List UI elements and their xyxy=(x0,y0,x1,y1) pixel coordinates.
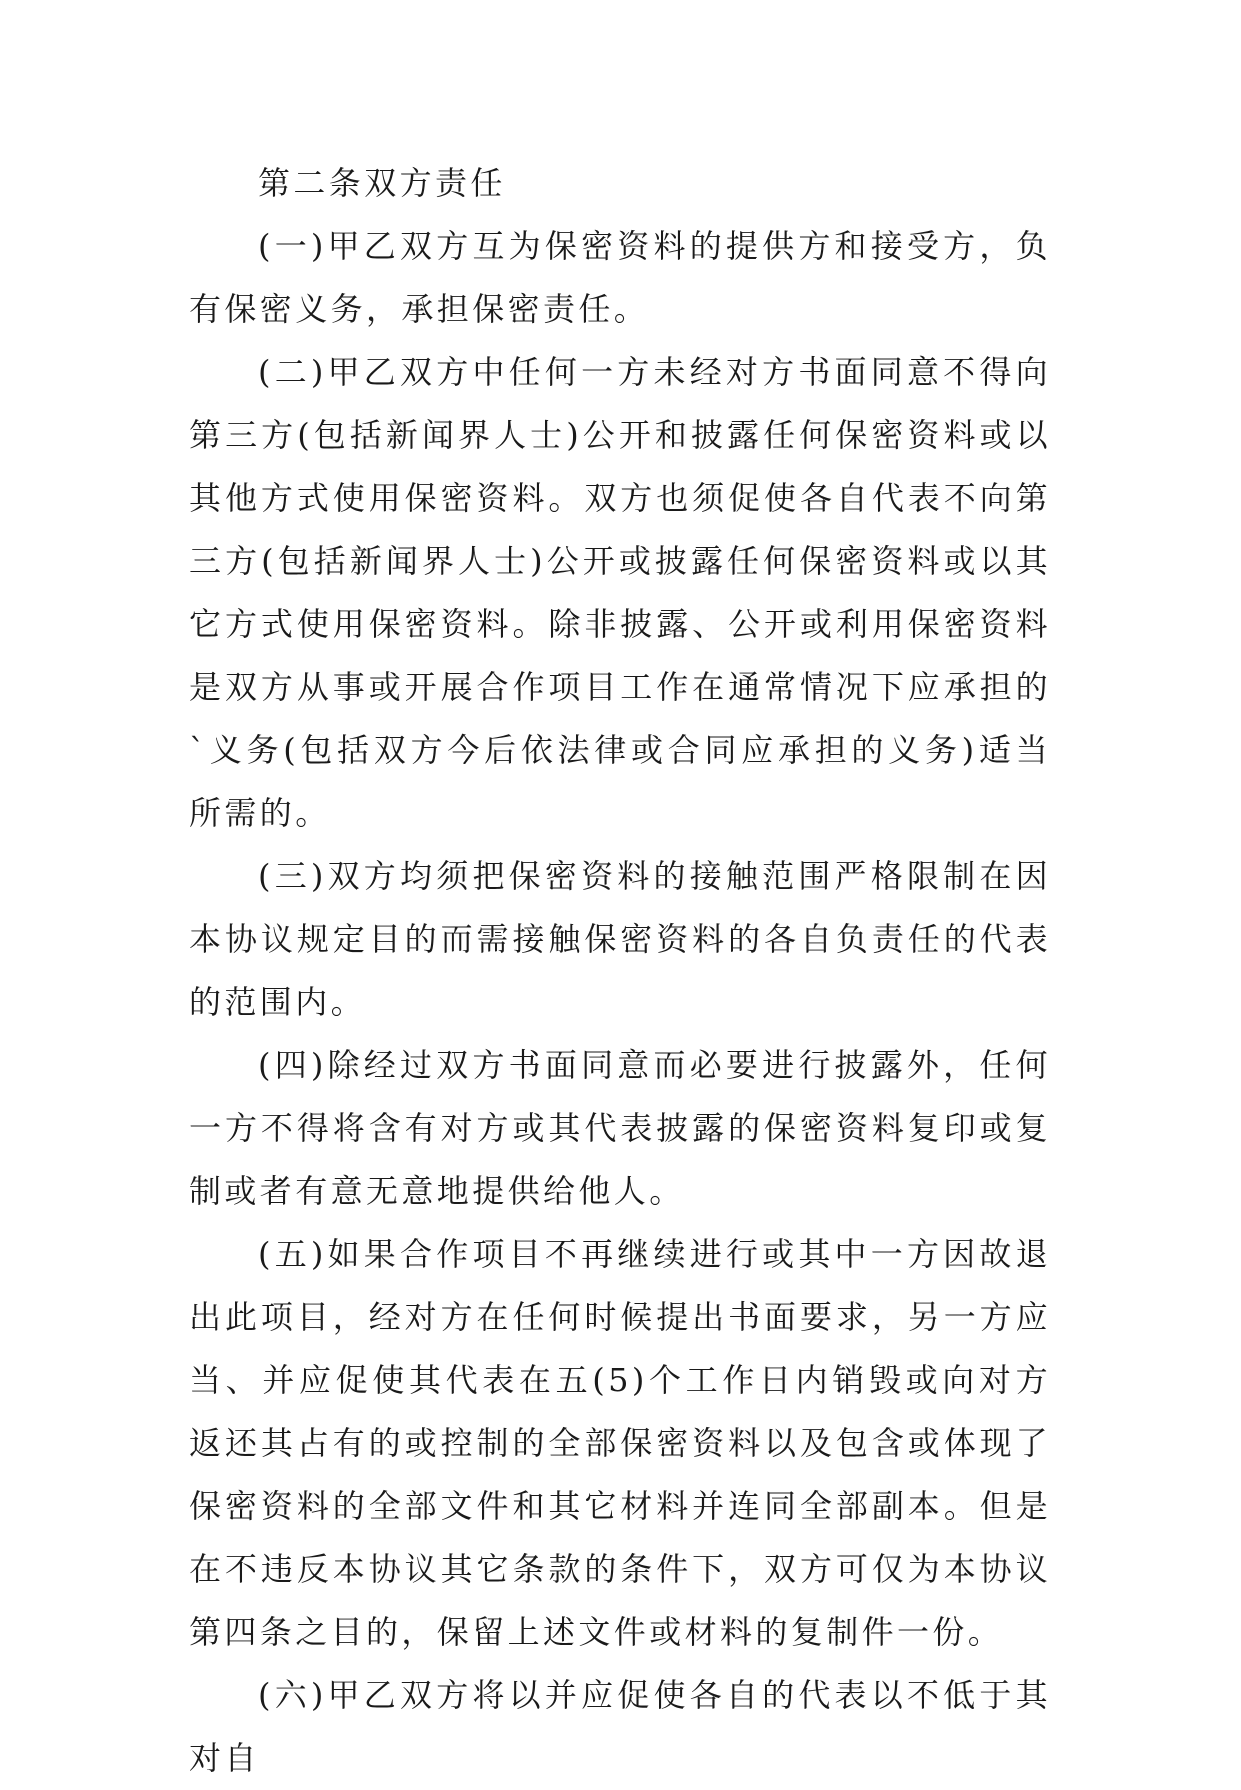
section-heading: 第二条双方责任 xyxy=(258,164,506,202)
paragraph-6: (六)甲乙双方将以并应促使各自的代表以不低于其对自 xyxy=(189,1676,1051,1777)
document-body xyxy=(189,152,1051,1790)
paragraph-5: (五)如果合作项目不再继续进行或其中一方因故退出此项目，经对方在任何时候提出书面要求，另一方应当、并应促使其代表在五(5)个工作日内销毁或向对方返还其占有的或控制的全部保密资料以及包含或体现了保密资料的全部文件和其它材料并连同全部副本。但是在不违反本协议其它条款的条件下，双方可仅为本协议第四条之目的，保留上述文件或材料的复制件一份。 xyxy=(189,1235,1051,1651)
paragraph-3: (三)双方均须把保密资料的接触范围严格限制在因本协议规定目的而需接触保密资料的各自负责任的代表的范围内。 xyxy=(189,857,1051,1021)
paragraph-2: (二)甲乙双方中任何一方未经对方书面同意不得向第三方(包括新闻界人士)公开和披露任何保密资料或以其他方式使用保密资料。双方也须促使各自代表不向第三方(包括新闻界人士)公开或披露任何保密资料或以其它方式使用保密资料。除非披露、公开或利用保密资料是双方从事或开展合作项目工作在通常情况下应承担的`义务(包括双方今后依法律或合同应承担的义务)适当所需的。 xyxy=(189,353,1051,832)
paragraph-1: (一)甲乙双方互为保密资料的提供方和接受方，负有保密义务，承担保密责任。 xyxy=(189,227,1051,328)
paragraph-4: (四)除经过双方书面同意而必要进行披露外，任何一方不得将含有对方或其代表披露的保密资料复印或复制或者有意无意地提供给他人。 xyxy=(189,1046,1051,1210)
